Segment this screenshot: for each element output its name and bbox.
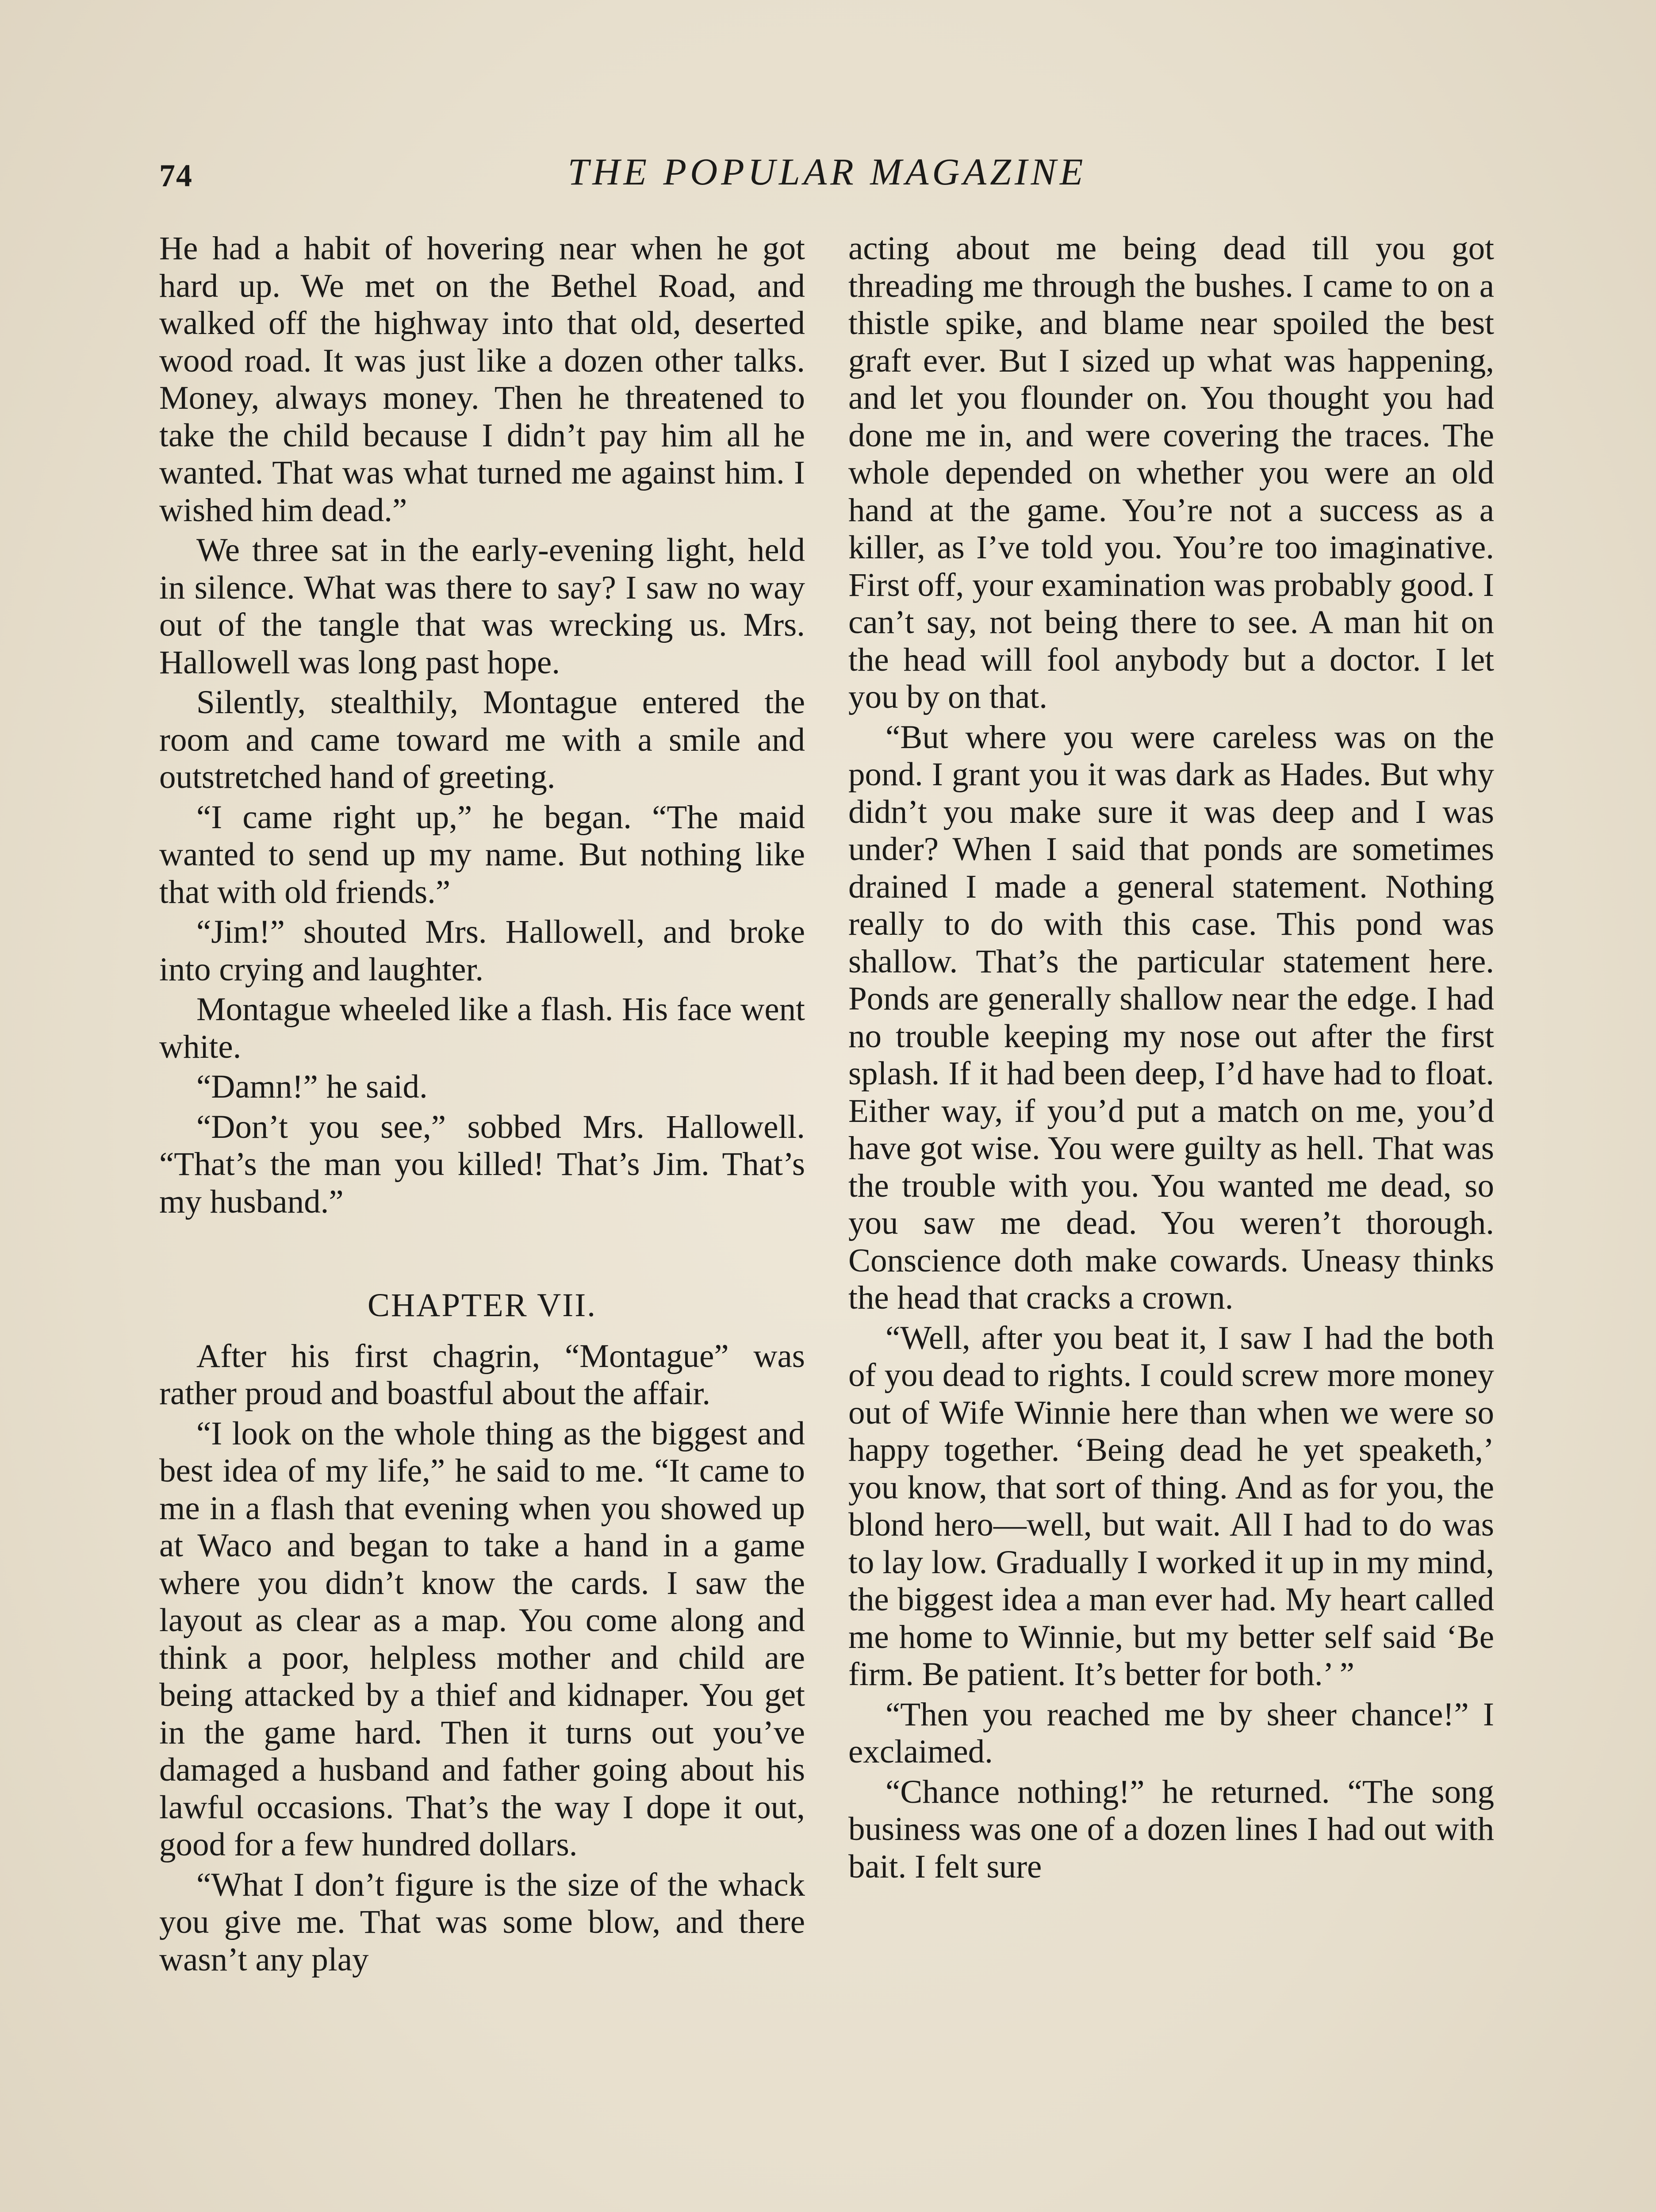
chapter-heading: CHAPTER VII.: [368, 1287, 597, 1324]
paragraph: acting about me being dead till you got threading me through the bushes. I came to on a thistle spike, and blame near spoiled the best graft ever. But I sized up what was happening, and let you flounder on. You thought you had done me in, and were covering the traces. The whole depended on whether you were an old hand at the game. You’re not a success as a killer, as I’ve told you. You’re too imaginative. First off, your examination was probably good. I can’t say, not being there to see. A man hit on the head will fool anybody but a doctor. I let you by on that.: [848, 230, 1494, 715]
paragraph: “Jim!” shouted Mrs. Hallowell, and broke into crying and laughter.: [159, 914, 805, 988]
paragraph: “Don’t you see,” sobbed Mrs. Hallowell. “That’s the man you killed! That’s Jim. That’s my husband.”: [159, 1108, 805, 1220]
left-column: [159, 230, 805, 1981]
paragraph: “I look on the whole thing as the biggest and best idea of my life,” he said to me. “It came to me in a flash that evening when you showed up at Waco and began to take a hand in a game where you didn’t know the cards. I saw the layout as clear as a map. You come along and think a poor, helpless mother and child are being attacked by a thief and kidnaper. You get in the game hard. Then it turns out you’ve damaged a husband and father going about his lawful occasions. That’s the way I dope it out, good for a few hundred dollars.: [159, 1415, 805, 1863]
running-head: THE POPULAR MAGAZINE: [567, 150, 1087, 193]
paragraph: We three sat in the early-evening light, held in silence. What was there to say? I saw no way out of the tangle that was wrecking us. Mrs. Hallowell was long past hope.: [159, 532, 805, 681]
paragraph: “Chance nothing!” he returned. “The song business was one of a dozen lines I had out with bait. I felt sure: [848, 1773, 1494, 1885]
paragraph: He had a habit of hovering near when he got hard up. We met on the Bethel Road, and walked off the highway into that old, deserted wood road. It was just like a dozen other talks. Money, always money. Then he threatened to take the child because I didn’t pay him all he wanted. That was what turned me against him. I wished him dead.”: [159, 230, 805, 529]
paragraph: Montague wheeled like a flash. His face went white.: [159, 991, 805, 1065]
paragraph: “But where you were careless was on the pond. I grant you it was dark as Hades. But why didn’t you make sure it was deep and I was under? When I said that ponds are sometimes drained I made a general statement. Nothing really to do with this case. This pond was shallow. That’s the particular statement here. Ponds are generally shallow near the edge. I had no trouble keeping my nose out after the first splash. If it had been deep, I’d have had to float. Either way, if you’d put a match on me, you’d have got wise. You were guilty as hell. That was the trouble with you. You wanted me dead, so you saw me dead. You weren’t thorough. Conscience doth make cowards. Uneasy thinks the head that cracks a crown.: [848, 718, 1494, 1316]
right-column: [848, 230, 1494, 1888]
paragraph: “What I don’t figure is the size of the whack you give me. That was some blow, and there wasn’t any play: [159, 1866, 805, 1978]
paragraph: Silently, stealthily, Montague entered the room and came toward me with a smile and outstretched hand of greeting.: [159, 684, 805, 795]
paragraph: After his first chagrin, “Montague” was rather proud and boastful about the affair.: [159, 1337, 805, 1412]
paragraph: “I came right up,” he began. “The maid wanted to send up my name. But nothing like that with old friends.”: [159, 799, 805, 910]
page-number: 74: [159, 158, 193, 193]
paragraph: “Damn!” he said.: [196, 1068, 428, 1105]
paragraph: “Then you reached me by sheer chance!” I exclaimed.: [848, 1696, 1494, 1770]
paragraph: “Well, after you beat it, I saw I had the both of you dead to rights. I could screw more money out of Wife Winnie here than when we were so happy together. ‘Being dead he yet speaketh,’ you know, that sort of thing. And as for you, the blond hero—well, but wait. All I had to do was to lay low. Gradually I worked it up in my mind, the biggest idea a man ever had. My heart called me home to Winnie, but my better self said ‘Be firm. Be patient. It’s better for both.’ ”: [848, 1319, 1494, 1693]
page-header: [159, 150, 1495, 203]
